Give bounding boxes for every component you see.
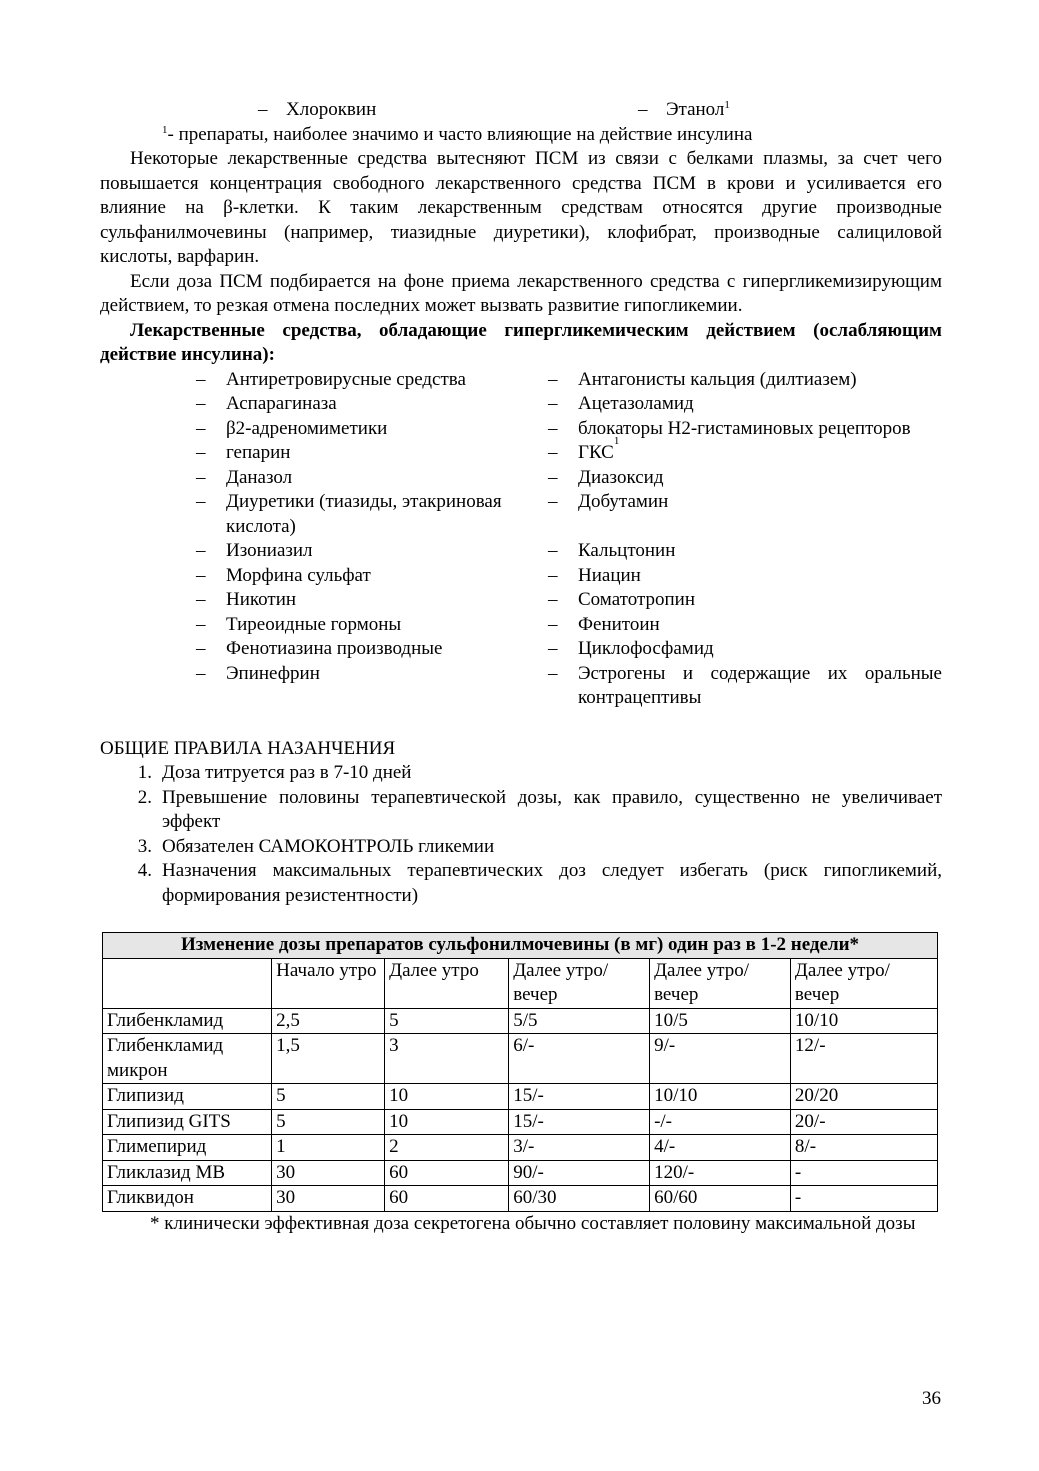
dose-cell: 10/5 [650,1008,791,1034]
dose-cell: 90/- [509,1160,650,1186]
dose-cell: 8/- [790,1135,937,1161]
rule-number: 2. [137,786,152,808]
drug-item-left: – Аспарагиназа [196,393,337,414]
dose-cell: 15/- [509,1109,650,1135]
drug-item-left: – гепарин [196,442,291,463]
table-header-cell: Далее утро/вечер [650,958,791,1008]
table-row [103,1109,938,1135]
dose-cell: 6/- [509,1034,650,1084]
drug-item-left: – Диуретики (тиазиды, этакриновая кислота) [196,491,502,537]
footnote-marker: 1 [613,435,620,447]
dose-table [102,932,938,1212]
rule-item [100,835,942,860]
top-drug-line [100,98,942,123]
drug-item-right: – Циклофосфамид [548,638,714,659]
drug-item-right: – Добутамин [548,491,669,512]
table-header-cell: Далее утро [385,958,509,1008]
dose-cell: 120/- [650,1160,791,1186]
dose-cell: 5 [272,1109,385,1135]
dose-cell: 10 [385,1109,509,1135]
document-page [100,98,942,1236]
table-row [103,1084,938,1110]
table-header-cell: Далее утро/вечер [790,958,937,1008]
table-footnote: * клинически эффективная доза секретогена обычно составляет половину максимальной дозы [150,1212,916,1234]
table-header-cell: Начало утро [272,958,385,1008]
drug-item-left: – Антиретровирусные средства [196,368,466,390]
dose-cell: 1,5 [272,1034,385,1084]
dose-cell: 15/- [509,1084,650,1110]
drug-item-right: – Диазоксид [548,466,664,488]
dose-cell: 1 [272,1135,385,1161]
dose-cell: 4/- [650,1135,791,1161]
dose-cell: 10/10 [790,1008,937,1034]
footnote-line: $^1$- препараты, наиболее значимо и часто влияющие на действие инсулина [162,123,753,145]
table-title: Изменение дозы препаратов сульфонилмочевины (в мг) один раз в 1-2 недели* [103,933,938,959]
drug-item-left: – β2-адреномиметики [196,417,388,439]
dose-cell: 60/60 [650,1186,791,1212]
dose-cell: 30 [272,1186,385,1212]
rule-item [100,859,942,908]
dose-cell: 60 [385,1160,509,1186]
drug-item-right: – блокаторы Н2-гистаминовых рецепторов [548,417,911,439]
drug-item-right: – Антагонисты кальция (дилтиазем) [548,368,857,390]
drug-name-cell: Глибенкламид [103,1008,272,1034]
rules-heading: ОБЩИЕ ПРАВИЛА НАЗАНЧЕНИЯ [100,737,396,759]
drug-item-left: – Тиреоидные гормоны [196,613,402,635]
dose-cell: 60 [385,1186,509,1212]
top-left-drug: – Хлороквин [258,99,377,120]
drug-item-right: – Ацетазоламид [548,393,694,414]
dose-cell: 5 [385,1008,509,1034]
drug-item-right: – Кальцтонин [548,540,676,561]
table-header-row [103,958,938,1008]
rule-item [100,786,942,835]
dose-cell: 20/20 [790,1084,937,1110]
drug-item-left: – Морфина сульфат [196,564,371,586]
rule-number: 4. [137,860,152,881]
rule-number: 3. [137,835,152,857]
drug-columns [196,368,942,711]
page-number: 36 [922,1388,941,1409]
dose-cell: 60/30 [509,1186,650,1212]
drug-item-right: – Фенитоин [548,613,660,635]
dose-cell: 3/- [509,1135,650,1161]
drug-item-left: – Даназол [196,466,293,488]
rule-text: Превышение половины терапевтической дозы, как правило, существенно не увеличивает эффект [162,786,942,832]
drug-item-right: – Эстрогены и содержащие их оральные контрацептивы [548,662,942,708]
dose-cell: 2,5 [272,1008,385,1034]
drug-name-cell: Гликвидон [103,1186,272,1212]
drug-item-left: – Никотин [196,589,297,610]
dose-cell: 12/- [790,1034,937,1084]
dose-cell: 10 [385,1084,509,1110]
dose-cell: -/- [650,1109,791,1135]
dose-cell: 20/- [790,1109,937,1135]
dose-cell: 5/5 [509,1008,650,1034]
rule-item [100,761,942,786]
dose-cell: - [790,1160,937,1186]
drug-item-left: – Фенотиазина производные [196,638,443,659]
dose-cell: 2 [385,1135,509,1161]
dose-cell: - [790,1186,937,1212]
table-row [103,1135,938,1161]
drug-name-cell: Глипизид GITS [103,1109,272,1135]
drug-name-cell: Гликлазид МВ [103,1160,272,1186]
drug-name-cell: Глипизид [103,1084,272,1110]
rule-text: Назначения максимальных терапевтических доз следует избегать (риск гипогликемий, формирования резистентности) [162,860,942,906]
table-header-cell [103,958,272,1008]
paragraph-2: Если доза ПСМ подбирается на фоне приема лекарственного средства с гипергликемизирующим действием, то резкая отмена последних может вызвать развитие гипогликемии. [100,270,942,316]
rule-number: 1. [137,762,152,783]
table-row [103,1186,938,1212]
section-heading: Лекарственные средства, обладающие гипергликемическим действием (ослабляющим действие инсулина): [100,319,942,365]
drug-name-cell: Глибенкламид микрон [103,1034,272,1084]
rules-list [100,761,942,908]
drug-item-right: – Ниацин [548,564,641,586]
drug-item-left: – Эпинефрин [196,662,320,684]
rule-text: Доза титруется раз в 7-10 дней [162,762,412,783]
table-row [103,1160,938,1186]
paragraph-1: Некоторые лекарственные средства вытесняют ПСМ из связи с белками плазмы, за счет чего повышается концентрация свободного лекарственного средства ПСМ в крови и усиливается его влияние на β-клетки. К таким лекарственным средствам относятся другие производные сульфанилмочевины (например, тиазидные диуретики), клофибрат, производные салициловой кислоты, варфарин. [100,148,942,267]
drug-item-right: – ГКС 1 [548,441,942,466]
rule-text: Обязателен САМОКОНТРОЛЬ гликемии [162,835,495,857]
drug-name-cell: Глимепирид [103,1135,272,1161]
dose-cell: 30 [272,1160,385,1186]
drug-item-right: – Соматотропин [548,589,695,610]
top-right-drug: – Этанол$^1$ [638,99,730,120]
table-row [103,1008,938,1034]
dose-cell: 5 [272,1084,385,1110]
dose-cell: 9/- [650,1034,791,1084]
dose-cell: 10/10 [650,1084,791,1110]
dose-cell: 3 [385,1034,509,1084]
table-header-cell: Далее утро/вечер [509,958,650,1008]
drug-item-left: – Изониазил [196,540,313,561]
table-row [103,1034,938,1084]
